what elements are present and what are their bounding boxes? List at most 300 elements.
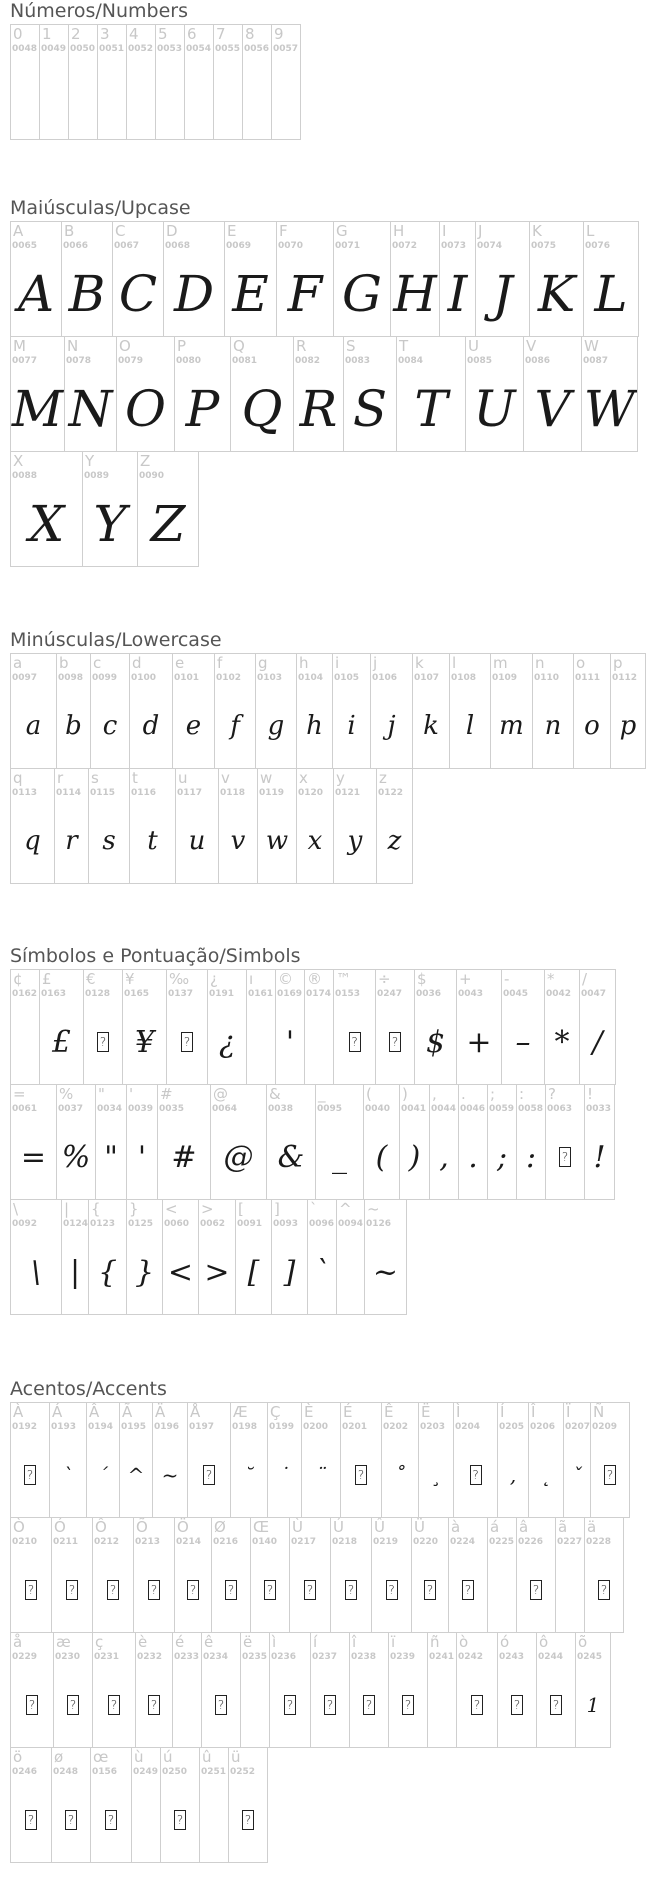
glyph-character-label: E <box>227 222 237 240</box>
glyph-cell <box>536 1632 576 1748</box>
missing-glyph-icon <box>161 1778 199 1862</box>
glyph-code-label: 0041 <box>401 1104 427 1114</box>
glyph-cell <box>230 1402 268 1518</box>
glyph-sample: s <box>102 826 116 856</box>
glyph-sample-empty <box>132 1778 160 1862</box>
glyph-row <box>10 1632 629 1747</box>
glyph-character-label: Œ <box>253 1518 270 1536</box>
glyph-code-label: 0203 <box>420 1422 446 1432</box>
glyph-character-label: 7 <box>216 25 226 43</box>
glyph-cell <box>157 1084 211 1200</box>
glyph-character-label: m <box>493 654 508 672</box>
glyph-cell <box>10 969 40 1085</box>
glyph-code-label: 0220 <box>413 1537 439 1547</box>
glyph-cell <box>166 969 208 1085</box>
glyph-cell <box>370 653 413 769</box>
glyph-character-label: ? <box>548 1085 556 1103</box>
glyph-character-label: U <box>468 337 479 355</box>
glyph-character-label: L <box>586 222 595 240</box>
glyph-character-label: Ï <box>566 1403 571 1421</box>
glyph-row <box>10 969 615 1084</box>
missing-glyph-icon <box>350 1663 388 1747</box>
glyph-sample: ˘ <box>244 1463 254 1487</box>
glyph-cell <box>240 1632 270 1748</box>
glyph-character-label: X <box>13 452 24 470</box>
glyph-cell <box>54 768 89 884</box>
glyph-character-label: 8 <box>245 25 255 43</box>
glyph-cell <box>516 1517 556 1633</box>
glyph-code-label: 0237 <box>312 1652 338 1662</box>
glyph-sample: & <box>277 1139 305 1175</box>
glyph-code-label: 0065 <box>12 241 38 251</box>
glyph-character-label: Â <box>89 1403 100 1421</box>
glyph-character-label: ~ <box>367 1200 380 1218</box>
glyph-cell <box>174 1517 212 1633</box>
glyph-character-label: ê <box>204 1633 214 1651</box>
missing-glyph-icon <box>311 1663 349 1747</box>
glyph-cell <box>175 768 219 884</box>
glyph-sample: ˛ <box>541 1463 551 1487</box>
glyph-code-label: 0233 <box>174 1652 200 1662</box>
glyph-character-label: ^ <box>339 1200 352 1218</box>
glyph-character-label: œ <box>93 1748 109 1766</box>
glyph-code-label: 0226 <box>518 1537 544 1547</box>
glyph-cell <box>56 653 91 769</box>
glyph-code-label: 0074 <box>477 241 503 251</box>
glyph-cell <box>545 1084 585 1200</box>
glyph-code-label: 0059 <box>489 1104 515 1114</box>
glyph-cell <box>129 653 173 769</box>
glyph-cell <box>97 24 127 140</box>
glyph-character-label: à <box>451 1518 461 1536</box>
glyph-code-label: 0113 <box>12 788 38 798</box>
glyph-row <box>10 1084 615 1199</box>
glyph-code-label: 0117 <box>177 788 203 798</box>
glyph-cell <box>174 336 231 452</box>
glyph-sample: o <box>584 711 600 741</box>
missing-glyph-icon <box>270 1663 310 1747</box>
glyph-code-label: 0210 <box>12 1537 38 1547</box>
glyph-row <box>10 653 645 768</box>
glyph-cell <box>230 336 294 452</box>
glyph-character-label: t <box>132 769 138 787</box>
glyph-cell <box>390 221 440 337</box>
glyph-character-label: Ä <box>155 1403 166 1421</box>
missing-glyph-icon <box>52 1548 92 1632</box>
missing-glyph-icon <box>341 1433 381 1517</box>
glyph-cell <box>199 1747 229 1863</box>
glyph-character-label: n <box>535 654 545 672</box>
glyph-character-label: P <box>177 337 187 355</box>
glyph-cell <box>381 1402 419 1518</box>
glyph-cell <box>61 1199 89 1315</box>
glyph-character-label: Í <box>500 1403 505 1421</box>
glyph-row <box>10 24 300 139</box>
glyph-character-label: f <box>217 654 223 672</box>
glyph-code-label: 0202 <box>383 1422 409 1432</box>
glyph-cell <box>456 969 502 1085</box>
glyph-character-label: Å <box>190 1403 201 1421</box>
glyph-cell <box>501 969 545 1085</box>
glyph-cell <box>10 1747 52 1863</box>
missing-glyph-icon <box>93 1548 133 1632</box>
glyph-cell <box>242 24 272 140</box>
glyph-character-label: À <box>13 1403 24 1421</box>
glyph-character-label: g <box>258 654 268 672</box>
glyph-code-label: 0192 <box>12 1422 38 1432</box>
glyph-character-label: ; <box>490 1085 496 1103</box>
glyph-cell <box>497 1632 537 1748</box>
glyph-character-label: Ñ <box>593 1403 605 1421</box>
glyph-cell <box>364 1199 407 1315</box>
glyph-sample: N <box>68 380 113 438</box>
glyph-cell <box>584 1084 615 1200</box>
glyph-cell <box>218 768 258 884</box>
glyph-character-label: ÷ <box>378 970 391 988</box>
glyph-sample: z <box>387 826 402 856</box>
glyph-character-label: ' <box>129 1085 134 1103</box>
glyph-sample: q <box>24 826 41 856</box>
glyph-character-label: # <box>160 1085 173 1103</box>
glyph-code-label: 0200 <box>303 1422 329 1432</box>
glyph-sample: e <box>185 711 202 741</box>
glyph-cell <box>310 1632 350 1748</box>
glyph-code-label: 0082 <box>295 356 321 366</box>
glyph-cell <box>465 336 524 452</box>
glyph-cell <box>88 768 130 884</box>
glyph-code-label: 0250 <box>162 1767 188 1777</box>
glyph-cell <box>129 768 176 884</box>
glyph-sample: ( <box>375 1139 388 1175</box>
glyph-code-label: 0044 <box>431 1104 457 1114</box>
glyph-cell <box>610 653 646 769</box>
glyph-character-label: 9 <box>274 25 284 43</box>
glyph-sample: h <box>306 711 323 741</box>
glyph-cell <box>210 1084 267 1200</box>
glyph-cell <box>39 24 69 140</box>
glyph-sample: H <box>393 265 437 323</box>
missing-glyph-icon <box>212 1548 250 1632</box>
glyph-cell <box>235 1199 272 1315</box>
glyph-character-label: | <box>64 1200 70 1218</box>
glyph-cell <box>51 1517 93 1633</box>
missing-glyph-icon <box>11 1663 53 1747</box>
glyph-cell <box>172 653 215 769</box>
glyph-code-label: 0209 <box>592 1422 618 1432</box>
missing-glyph-icon <box>517 1548 555 1632</box>
glyph-code-label: 0076 <box>585 241 611 251</box>
glyph-code-label: 0174 <box>306 989 332 999</box>
glyph-code-label: 0234 <box>203 1652 229 1662</box>
glyph-sample: p <box>619 711 637 741</box>
glyph-character-label: Ù <box>292 1518 303 1536</box>
glyph-sample: c <box>102 711 118 741</box>
glyph-character-label: Ê <box>384 1403 394 1421</box>
glyph-sample: k <box>423 711 439 741</box>
glyph-cell <box>449 653 491 769</box>
glyph-sample: G <box>342 265 382 323</box>
glyph-code-label: 0228 <box>586 1537 612 1547</box>
missing-glyph-icon <box>498 1663 536 1747</box>
glyph-character-label: Æ <box>233 1403 248 1421</box>
missing-glyph-icon <box>251 1548 289 1632</box>
glyph-character-label: ó <box>500 1633 510 1651</box>
glyph-cell <box>126 24 156 140</box>
glyph-sample: . <box>468 1139 478 1175</box>
glyph-row <box>10 1747 629 1862</box>
glyph-character-label: ñ <box>430 1633 440 1651</box>
glyph-code-label: 0100 <box>131 673 157 683</box>
glyph-sample: D <box>173 265 215 323</box>
glyph-character-label: ‰ <box>169 970 190 988</box>
glyph-character-label: ı <box>249 970 254 988</box>
glyph-cell <box>116 336 175 452</box>
glyph-code-label: 0088 <box>12 471 38 481</box>
glyph-sample: I <box>447 265 468 323</box>
glyph-sample-empty <box>488 1548 516 1632</box>
glyph-code-label: 0036 <box>416 989 442 999</box>
glyph-character-label: I <box>442 222 447 240</box>
glyph-cell <box>10 24 40 140</box>
glyph-character-label: ! <box>587 1085 594 1103</box>
glyph-character-label: w <box>260 769 273 787</box>
glyph-sample: L <box>594 265 628 323</box>
glyph-code-label: 0245 <box>577 1652 603 1662</box>
glyph-character-label: Ó <box>54 1518 66 1536</box>
glyph-code-label: 0206 <box>530 1422 556 1432</box>
glyph-character-label: R <box>296 337 307 355</box>
glyph-code-label: 0204 <box>455 1422 481 1432</box>
glyph-cell <box>528 1402 564 1518</box>
glyph-cell <box>255 653 297 769</box>
glyph-character-label: ú <box>163 1748 173 1766</box>
section-title: Números/Numbers <box>10 0 188 22</box>
glyph-code-label: 0248 <box>53 1767 79 1777</box>
glyph-cell <box>412 653 450 769</box>
glyph-sample: i <box>347 711 356 741</box>
glyph-cell <box>293 336 344 452</box>
glyph-sample: m <box>499 711 524 741</box>
glyph-sample: | <box>69 1254 81 1290</box>
glyph-cell <box>523 336 582 452</box>
glyph-sample: j <box>387 711 396 741</box>
glyph-code-label: 0109 <box>492 673 518 683</box>
glyph-sample: ~ <box>161 1463 179 1487</box>
glyph-code-label: 0112 <box>612 673 638 683</box>
glyph-character-label: A <box>13 222 24 240</box>
glyph-rows <box>10 24 300 139</box>
glyph-character-label: * <box>547 970 555 988</box>
glyph-cell <box>363 1084 400 1200</box>
glyph-code-label: 0244 <box>538 1652 564 1662</box>
glyph-sample: + <box>466 1024 492 1060</box>
glyph-code-label: 0121 <box>335 788 361 798</box>
glyph-cell <box>172 1632 202 1748</box>
glyph-cell <box>532 653 574 769</box>
glyph-cell <box>184 24 214 140</box>
glyph-cell <box>267 1402 302 1518</box>
glyph-cell <box>266 1084 316 1200</box>
glyph-code-label: 0078 <box>66 356 92 366</box>
glyph-cell <box>207 969 247 1085</box>
glyph-sample: 1 <box>586 1693 600 1717</box>
glyph-character-label: ] <box>274 1200 280 1218</box>
glyph-character-label: p <box>613 654 623 672</box>
glyph-character-label: ) <box>402 1085 408 1103</box>
glyph-cell <box>51 1747 91 1863</box>
glyph-sample: ˚ <box>395 1463 405 1487</box>
glyph-character-label: M <box>13 337 26 355</box>
glyph-character-label: Ô <box>95 1518 107 1536</box>
glyph-code-label: 0103 <box>257 673 283 683</box>
glyph-sample: O <box>125 380 166 438</box>
glyph-character-label: € <box>86 970 96 988</box>
glyph-code-label: 0048 <box>12 44 38 54</box>
glyph-code-label: 0090 <box>139 471 165 481</box>
glyph-sample: £ <box>51 1024 72 1060</box>
glyph-code-label: 0120 <box>298 788 324 798</box>
glyph-character-label: W <box>584 337 599 355</box>
glyph-code-label: 0057 <box>273 44 299 54</box>
glyph-sample: ` <box>63 1463 73 1487</box>
glyph-cell <box>343 336 397 452</box>
glyph-sample: { <box>97 1254 118 1290</box>
glyph-cell <box>388 1632 428 1748</box>
glyph-rows <box>10 221 638 566</box>
glyph-cell <box>122 969 167 1085</box>
glyph-code-label: 0071 <box>335 241 361 251</box>
glyph-character-label: å <box>13 1633 23 1651</box>
glyph-code-label: 0035 <box>159 1104 185 1114</box>
glyph-cell <box>131 1747 161 1863</box>
glyph-cell <box>133 1517 175 1633</box>
glyph-sample: f <box>230 711 240 741</box>
glyph-character-label: î <box>352 1633 357 1651</box>
missing-glyph-icon <box>84 1000 122 1084</box>
glyph-sample: a <box>25 711 42 741</box>
glyph-character-label: ä <box>587 1518 597 1536</box>
glyph-character-label: F <box>279 222 288 240</box>
section-title: Minúsculas/Lowercase <box>10 629 222 651</box>
glyph-character-label: S <box>346 337 356 355</box>
glyph-cell <box>213 24 243 140</box>
glyph-character-label: h <box>299 654 309 672</box>
glyph-character-label: á <box>490 1518 500 1536</box>
glyph-cell <box>119 1402 153 1518</box>
glyph-cell <box>333 221 391 337</box>
missing-glyph-icon <box>11 1433 49 1517</box>
glyph-row <box>10 336 638 451</box>
glyph-code-label: 0063 <box>547 1104 573 1114</box>
glyph-sample: n <box>544 711 562 741</box>
missing-glyph-icon <box>229 1778 267 1862</box>
glyph-cell <box>10 1084 57 1200</box>
glyph-cell <box>330 1517 372 1633</box>
glyph-sample: U <box>473 380 516 438</box>
missing-glyph-icon <box>449 1548 487 1632</box>
glyph-sample-empty <box>243 55 271 139</box>
missing-glyph-icon <box>91 1778 131 1862</box>
glyph-sample: } <box>134 1254 155 1290</box>
glyph-sample: : <box>525 1139 537 1175</box>
glyph-sample: ! <box>593 1139 606 1175</box>
glyph-cell <box>307 1199 337 1315</box>
glyph-cell <box>10 336 65 452</box>
glyph-code-label: 0101 <box>174 673 200 683</box>
glyph-character-label: r <box>57 769 64 787</box>
glyph-character-label: ç <box>95 1633 104 1651</box>
glyph-code-label: 0140 <box>252 1537 278 1547</box>
glyph-cell <box>427 1632 457 1748</box>
glyph-sample: * <box>554 1024 570 1060</box>
glyph-character-label: ù <box>134 1748 144 1766</box>
missing-glyph-icon <box>546 1115 584 1199</box>
missing-glyph-icon <box>457 1663 497 1747</box>
glyph-sample-empty <box>127 55 155 139</box>
glyph-character-label: õ <box>578 1633 588 1651</box>
glyph-sample: R <box>299 380 338 438</box>
glyph-sample: = <box>20 1139 47 1175</box>
glyph-sample: \ <box>30 1254 42 1290</box>
glyph-character-label: i <box>335 654 340 672</box>
glyph-character-label: ô <box>539 1633 549 1651</box>
glyph-code-label: 0068 <box>165 241 191 251</box>
glyph-character-label: > <box>201 1200 214 1218</box>
glyph-character-label: ì <box>272 1633 277 1651</box>
glyph-code-label: 0238 <box>351 1652 377 1662</box>
glyph-cell <box>490 653 533 769</box>
missing-glyph-icon <box>454 1433 497 1517</box>
glyph-sample: ˇ <box>572 1463 582 1487</box>
glyph-cell <box>269 1632 311 1748</box>
glyph-cell <box>575 1632 611 1748</box>
glyph-character-label: ã <box>558 1518 568 1536</box>
glyph-code-label: 0042 <box>546 989 572 999</box>
glyph-cell <box>198 1199 236 1315</box>
glyph-character-label: ¿ <box>210 970 218 988</box>
glyph-sample-empty <box>185 55 213 139</box>
glyph-cell <box>56 1084 96 1200</box>
glyph-code-label: 0058 <box>518 1104 544 1114</box>
glyph-code-label: 0232 <box>137 1652 163 1662</box>
glyph-code-label: 0196 <box>154 1422 180 1432</box>
glyph-code-label: 0098 <box>58 673 84 683</box>
glyph-character-label: ü <box>231 1748 241 1766</box>
section-title: Acentos/Accents <box>10 1378 167 1400</box>
glyph-cell <box>439 221 476 337</box>
glyph-character-label: } <box>129 1200 139 1218</box>
glyph-sample-empty <box>556 1548 584 1632</box>
glyph-character-label: N <box>67 337 79 355</box>
glyph-code-label: 0094 <box>338 1219 364 1229</box>
glyph-cell <box>135 1632 173 1748</box>
glyph-row <box>10 1517 629 1632</box>
glyph-code-label: 0194 <box>88 1422 114 1432</box>
glyph-cell <box>487 1517 517 1633</box>
glyph-sample: ' <box>285 1024 295 1060</box>
glyph-code-label: 0107 <box>414 673 440 683</box>
glyph-character-label: Ö <box>177 1518 189 1536</box>
glyph-sample: % <box>61 1139 91 1175</box>
glyph-cell <box>579 969 616 1085</box>
glyph-code-label: 0046 <box>460 1104 486 1114</box>
glyph-code-label: 0201 <box>342 1422 368 1432</box>
missing-glyph-icon <box>11 1778 51 1862</box>
glyph-cell <box>137 451 199 567</box>
glyph-code-label: 0092 <box>12 1219 38 1229</box>
glyph-character-label: Y <box>85 452 95 470</box>
glyph-code-label: 0239 <box>390 1652 416 1662</box>
